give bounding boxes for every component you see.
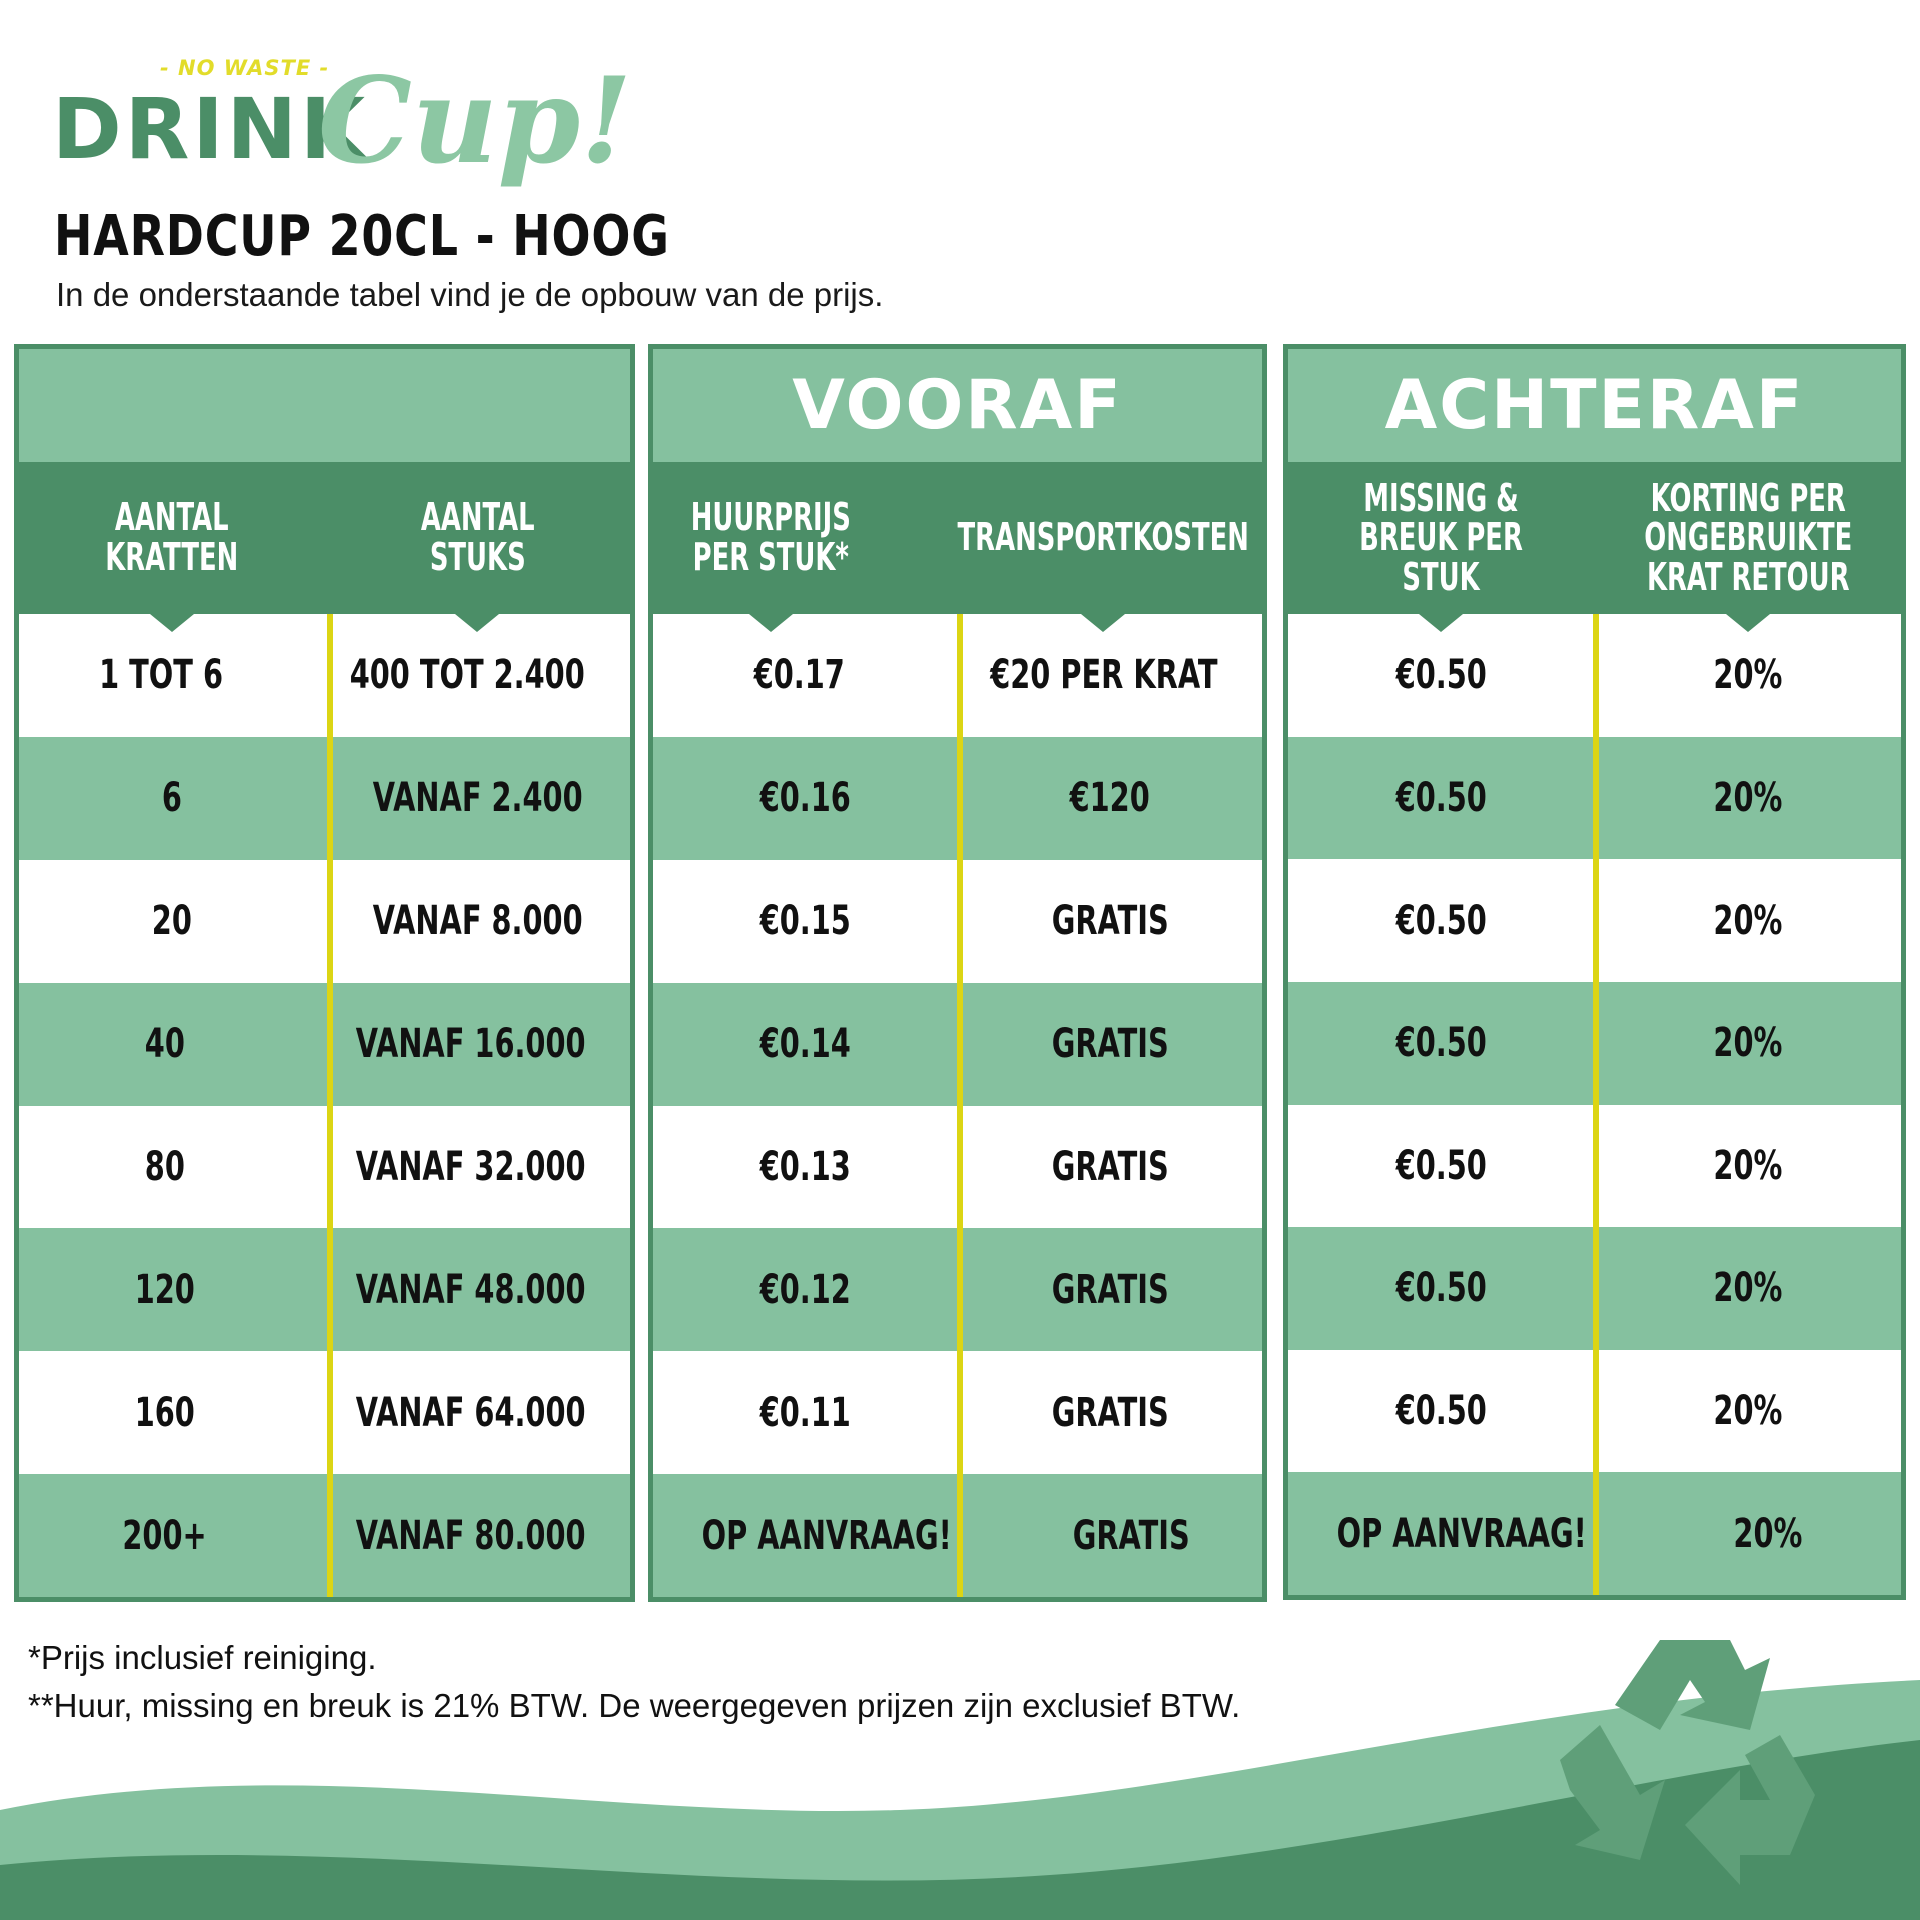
vooraf-table (648, 344, 1267, 1602)
footnote-vat: **Huur, missing en breuk is 21% BTW. De weergegeven prijzen zijn exclusief BTW. (28, 1687, 1241, 1724)
table-cell: GRATIS (1051, 1143, 1169, 1190)
table-row (19, 1474, 630, 1597)
table-cell: VANAF 16.000 (355, 1021, 586, 1068)
table-cell: €0.14 (759, 1021, 851, 1068)
vooraf-header-row (653, 462, 1262, 614)
header-aantal-kratten: AANTAL KRATTEN (19, 462, 325, 614)
vooraf-band (653, 349, 1262, 462)
table-cell: 20% (1713, 897, 1783, 944)
achteraf-header-row (1288, 462, 1901, 614)
table-cell: VANAF 32.000 (355, 1143, 586, 1190)
pointer-arrow (455, 614, 499, 632)
table-row (19, 614, 630, 737)
logo-tagline: - NO WASTE - (160, 56, 330, 80)
table-cell: GRATIS (1051, 1389, 1169, 1436)
achteraf-table (1283, 344, 1906, 1600)
header-korting: KORTING PER ONGEBRUIKTE KRAT RETOUR (1595, 462, 1902, 614)
table-cell: 40 (144, 1021, 185, 1068)
table-cell: €0.11 (759, 1389, 851, 1436)
table-cell: 160 (134, 1389, 195, 1436)
table-cell: €0.13 (759, 1143, 851, 1190)
quantity-table (14, 344, 635, 1602)
header-transportkosten: TRANSPORTKOSTEN (889, 462, 1267, 614)
table-cell: 6 (161, 775, 182, 822)
page-title: HARDCUP 20CL - HOOG (54, 204, 670, 269)
table-row (19, 1351, 630, 1474)
table-cell: 20 (151, 898, 192, 945)
vooraf-band-title: VOORAF (792, 366, 1123, 445)
table-cell: VANAF 8.000 (372, 898, 583, 945)
table-cell: 1 TOT 6 (99, 652, 224, 699)
column-divider (957, 614, 963, 1597)
table-cell: €0.50 (1395, 1020, 1487, 1067)
recycle-icon (1540, 1620, 1820, 1910)
column-divider (327, 614, 333, 1597)
table-cell: €0.17 (754, 652, 846, 699)
table-cell: 20% (1713, 1020, 1783, 1067)
table-row (19, 1228, 630, 1351)
table-cell: €120 (1069, 775, 1150, 822)
logo-name-drink: DRINK (52, 80, 369, 178)
table-cell: €0.50 (1395, 1265, 1487, 1312)
table-cell: €0.16 (759, 775, 851, 822)
table-cell: 20% (1733, 1510, 1803, 1557)
drinkcup-logo (50, 40, 633, 200)
table-cell: 20% (1713, 1388, 1783, 1435)
table-cell: €0.15 (759, 898, 851, 945)
table-cell: OP AANVRAAG! (701, 1512, 952, 1559)
table-cell: GRATIS (1051, 1266, 1169, 1313)
table-cell: €0.50 (1395, 652, 1487, 699)
pointer-arrow (150, 614, 194, 632)
table-cell: €0.50 (1395, 1388, 1487, 1435)
header-aantal-stuks: AANTAL STUKS (325, 462, 631, 614)
table-cell: GRATIS (1072, 1512, 1190, 1559)
table-cell: 400 TOT 2.400 (349, 652, 585, 699)
table-cell: 80 (144, 1143, 185, 1190)
table-cell: €20 PER KRAT (990, 652, 1218, 699)
table-cell: 200+ (122, 1512, 207, 1559)
pointer-arrow (749, 614, 793, 632)
page-subtitle: In de onderstaande tabel vind je de opbouw van de prijs. (56, 276, 884, 313)
table-cell: 20% (1713, 774, 1783, 821)
table-cell: €0.50 (1395, 897, 1487, 944)
table-cell: 20% (1713, 1265, 1783, 1312)
table-cell: OP AANVRAAG! (1336, 1510, 1587, 1557)
table-row (19, 860, 630, 983)
pointer-arrow (1081, 614, 1125, 632)
table-row (19, 983, 630, 1106)
header-huurprijs: HUURPRIJS PER STUK* (653, 462, 889, 614)
table-cell: VANAF 48.000 (355, 1266, 586, 1313)
table-cell: 20% (1713, 652, 1783, 699)
pointer-arrow (1419, 614, 1463, 632)
table-cell: VANAF 2.400 (372, 775, 583, 822)
quantity-rows (19, 614, 630, 1597)
achteraf-band-title: ACHTERAF (1384, 366, 1805, 445)
table-cell: VANAF 80.000 (355, 1512, 586, 1559)
table-cell: 120 (134, 1266, 195, 1313)
achteraf-band (1288, 349, 1901, 462)
footnote-cleaning: *Prijs inclusief reiniging. (28, 1639, 377, 1676)
pointer-arrow (1726, 614, 1770, 632)
table-cell: €0.50 (1395, 1142, 1487, 1189)
table-cell: GRATIS (1051, 898, 1169, 945)
table-cell: 20% (1713, 1142, 1783, 1189)
quantity-header-row (19, 462, 630, 614)
column-divider (1593, 614, 1599, 1595)
table-row (19, 1106, 630, 1229)
table-row (19, 737, 630, 860)
table-cell: €0.12 (759, 1266, 851, 1313)
header-missing-breuk: MISSING & BREUK PER STUK (1288, 462, 1595, 614)
table-cell: VANAF 64.000 (355, 1389, 586, 1436)
table-cell: GRATIS (1051, 1021, 1169, 1068)
quantity-band (19, 349, 630, 462)
logo-name-cup: Cup! (318, 51, 633, 190)
table-cell: €0.50 (1395, 774, 1487, 821)
